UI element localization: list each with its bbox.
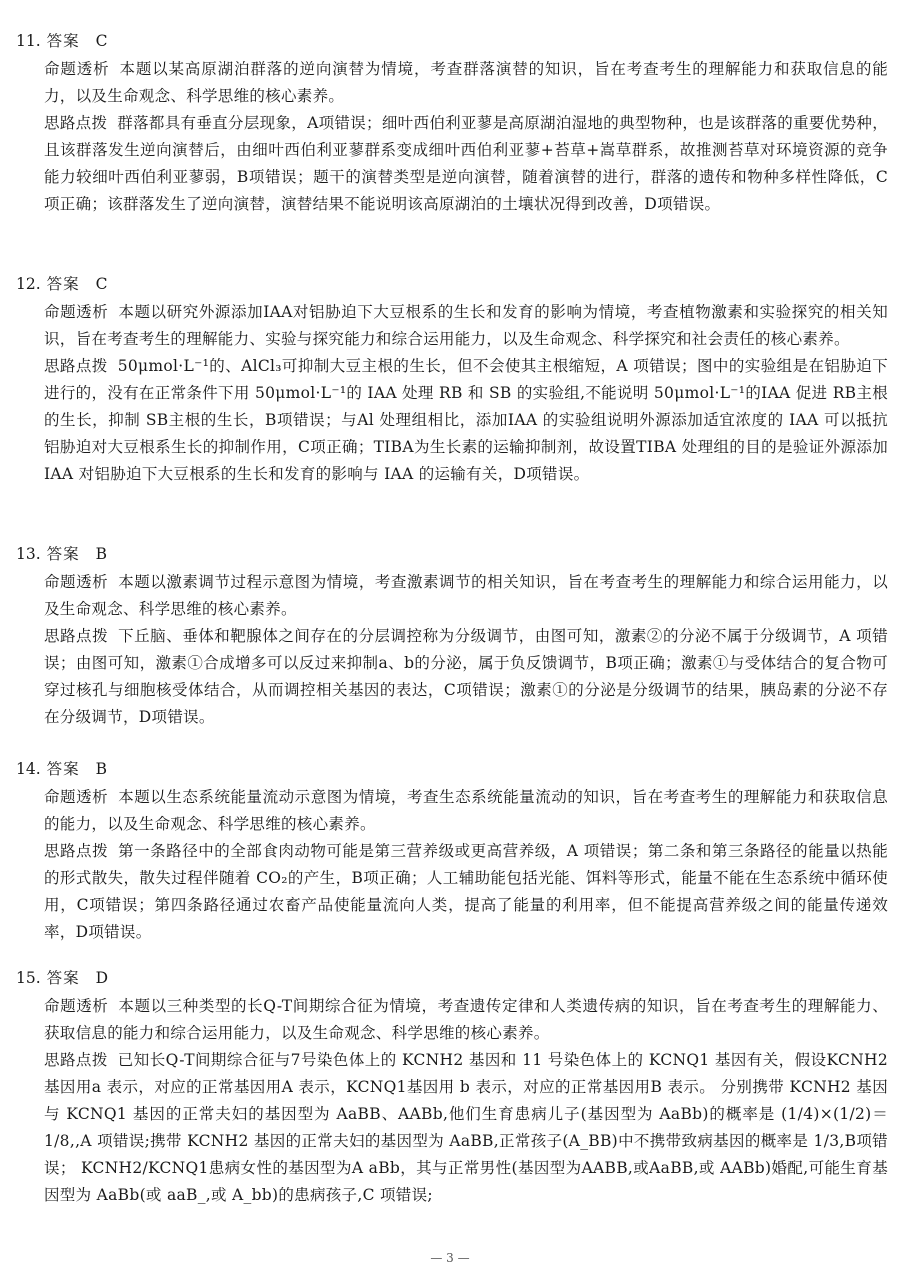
answer-label: 答案 bbox=[46, 760, 80, 778]
question-number: 11. bbox=[16, 32, 41, 50]
intent-label: 命题透析 bbox=[44, 788, 109, 806]
answer-line bbox=[16, 758, 888, 784]
intent-paragraph bbox=[44, 56, 888, 110]
answer-letter: D bbox=[95, 969, 109, 987]
question-13 bbox=[16, 543, 888, 731]
answer-label: 答案 bbox=[46, 969, 80, 987]
hint-label: 思路点拨 bbox=[44, 357, 108, 375]
answer-line bbox=[16, 967, 888, 993]
intent-text: 本题以生态系统能量流动示意图为情境，考查生态系统能量流动的知识，旨在考查考生的理解能力和获取信息的能力，以及生命观念、科学思维的核心素养。 bbox=[44, 788, 889, 833]
question-11 bbox=[16, 30, 888, 218]
answer-line bbox=[16, 30, 888, 56]
question-15 bbox=[16, 967, 888, 1209]
page-number: — 3 — bbox=[430, 1251, 470, 1265]
intent-paragraph bbox=[44, 784, 888, 838]
intent-text: 本题以某高原湖泊群落的逆向演替为情境，考查群落演替的知识，旨在考查考生的理解能力和获取信息的能力，以及生命观念、科学思维的核心素养。 bbox=[44, 60, 889, 105]
answer-line bbox=[16, 543, 888, 569]
intent-label: 命题透析 bbox=[44, 303, 109, 321]
intent-paragraph bbox=[44, 993, 888, 1047]
intent-paragraph bbox=[44, 299, 888, 353]
answer-label: 答案 bbox=[46, 32, 80, 50]
intent-text: 本题以三种类型的长Q-T间期综合征为情境，考查遗传定律和人类遗传病的知识，旨在考查考生的理解能力、获取信息的能力和综合运用能力，以及生命观念、科学思维的核心素养。 bbox=[44, 997, 888, 1042]
intent-text: 本题以研究外源添加IAA对铝胁迫下大豆根系的生长和发育的影响为情境，考查植物激素和实验探究的相关知识，旨在考查考生的理解能力、实验与探究能力和综合运用能力，以及生命观念、科学探究和社会责任的核心素养。 bbox=[44, 303, 888, 348]
intent-label: 命题透析 bbox=[44, 997, 109, 1015]
hint-paragraph bbox=[44, 1047, 888, 1209]
question-number: 12. bbox=[16, 275, 41, 293]
intent-paragraph bbox=[44, 569, 888, 623]
question-number: 15. bbox=[16, 969, 41, 987]
hint-paragraph bbox=[44, 623, 888, 731]
hint-text: 已知长Q-T间期综合征与7号染色体上的 KCNH2 基因和 11 号染色体上的 KCNQ1 基因有关，假设KCNH2基因用a 表示，对应的正常基因用A 表示，KCNQ1基因用 b 表示，对应的正常基因用B 表示。 分别携带 KCNH2 基因与 KCNQ1 基因的正常夫妇的基因型为 AaBB、AABb,他们生育患病儿子(基因型为 AaBb)的概率是 (1/4)×(1/2)＝1/8,,A 项错误;携带 KCNH2 基因的正常夫妇的基因型为 AaBB,正常孩子(A_BB)中不携带致病基因的概率是 1/3,B项错误； KCNH2/KCNQ1患病女性的基因型为A aBb，其与正常男性(基因型为AABB,或AaBB,或 AABb)婚配,可能生育基因型为 AaBb(或 aaB_,或 A_bb)的患病孩子,C 项错误; bbox=[44, 1051, 889, 1204]
hint-paragraph bbox=[44, 838, 888, 946]
answer-label: 答案 bbox=[46, 545, 80, 563]
answer-label: 答案 bbox=[46, 275, 80, 293]
hint-text: 50μmol·L⁻¹的、AlCl₃可抑制大豆主根的生长，但不会使其主根缩短，A 项错误；图中的实验组是在铝胁迫下进行的，没有在正常条件下用 50μmol·L⁻¹的 IAA 处理 RB 和 SB 的实验组,不能说明 50μmol·L⁻¹的IAA 促进 RB主根的生长，抑制 SB主根的生长，B项错误；与Al 处理组相比，添加IAA 的实验组说明外源添加适宜浓度的 IAA 可以抵抗铝胁迫对大豆根系生长的抑制作用，C项正确；TIBA为生长素的运输抑制剂，故设置TIBA 处理组的目的是验证外源添加 IAA 对铝胁迫下大豆根系的生长和发育的影响与 IAA 的运输有关，D项错误。 bbox=[44, 357, 888, 483]
hint-label: 思路点拨 bbox=[44, 842, 109, 860]
answer-letter: B bbox=[95, 760, 108, 778]
answer-letter: C bbox=[95, 32, 108, 50]
answer-line bbox=[16, 273, 888, 299]
intent-text: 本题以激素调节过程示意图为情境，考查激素调节的相关知识，旨在考查考生的理解能力和综合运用能力，以及生命观念、科学思维的核心素养。 bbox=[44, 573, 889, 618]
question-14 bbox=[16, 758, 888, 946]
intent-label: 命题透析 bbox=[44, 60, 110, 78]
answer-letter: C bbox=[95, 275, 108, 293]
intent-label: 命题透析 bbox=[44, 573, 109, 591]
hint-text: 第一条路径中的全部食肉动物可能是第三营养级或更高营养级，A 项错误；第二条和第三条路径的能量以热能的形式散失，散失过程伴随着 CO₂的产生，B项正确；人工辅助能包括光能、饵料等形式，能量不能在生态系统中循环使用，C项错误；第四条路径通过农畜产品使能量流向人类，提高了能量的利用率，但不能提高营养级之间的能量传递效率，D项错误。 bbox=[44, 842, 889, 941]
hint-label: 思路点拨 bbox=[44, 627, 109, 645]
question-number: 14. bbox=[16, 760, 41, 778]
hint-paragraph bbox=[44, 110, 888, 218]
answer-letter: B bbox=[95, 545, 108, 563]
hint-text: 下丘脑、垂体和靶腺体之间存在的分层调控称为分级调节，由图可知，激素②的分泌不属于分级调节，A 项错误；由图可知，激素①合成增多可以反过来抑制a、b的分泌，属于负反馈调节，B项正确；激素①与受体结合的复合物可穿过核孔与细胞核受体结合，从而调控相关基因的表达，C项错误；激素①的分泌是分级调节的结果，胰岛素的分泌不存在分级调节，D项错误。 bbox=[44, 627, 889, 726]
hint-text: 群落都具有垂直分层现象，A项错误；细叶西伯利亚蓼是高原湖泊湿地的典型物种，也是该群落的重要优势种，且该群落发生逆向演替后，由细叶西伯利亚蓼群系变成细叶西伯利亚蓼+苔草+嵩草群系，故推测苔草对环境资源的竞争能力较细叶西伯利亚蓼弱，B项错误；题干的演替类型是逆向演替，随着演替的进行，群落的遗传和物种多样性降低，C项正确；该群落发生了逆向演替，演替结果不能说明该高原湖泊的土壤状况得到改善，D项错误。 bbox=[44, 114, 889, 213]
hint-label: 思路点拨 bbox=[44, 114, 108, 132]
hint-label: 思路点拨 bbox=[44, 1051, 108, 1069]
question-number: 13. bbox=[16, 545, 41, 563]
hint-paragraph bbox=[44, 353, 888, 488]
question-12 bbox=[16, 273, 888, 488]
